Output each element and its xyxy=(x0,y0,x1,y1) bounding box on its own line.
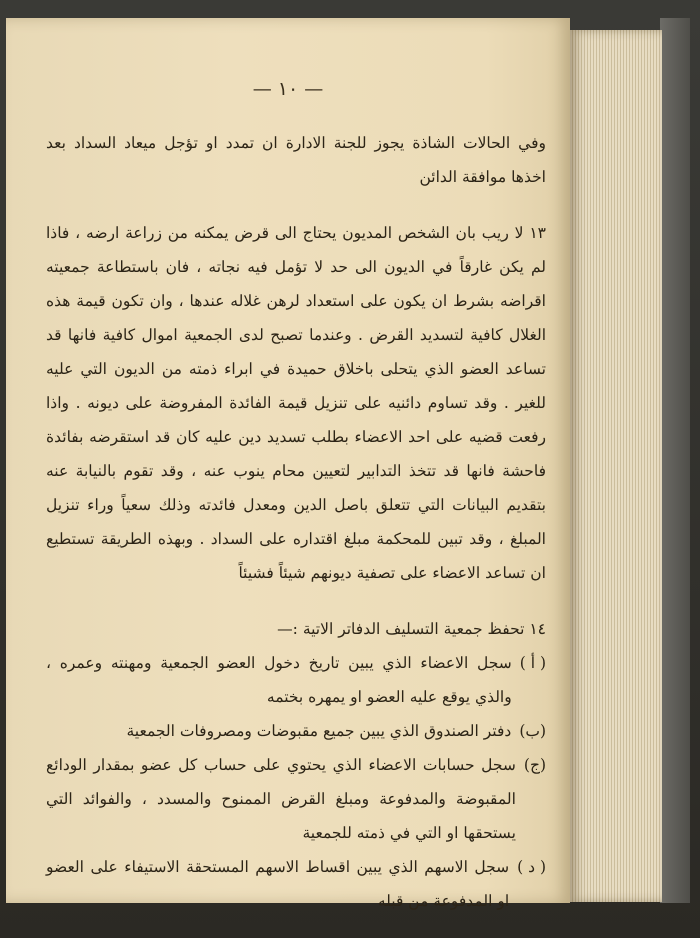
page-number: — ١٠ — xyxy=(252,78,324,100)
book-page xyxy=(6,18,570,910)
list-item-a xyxy=(46,646,546,714)
list-item-text: سجل الاعضاء الذي يبين تاريخ دخول العضو الجمعية ومهنته وعمره ، والذي يوقع عليه العضو او يمهره بختمه xyxy=(46,654,512,706)
list-item-text: سجل الاسهم الذي يبين اقساط الاسهم المستحقة الاستيفاء على العضو او المدفوعة من قبله xyxy=(46,858,510,910)
paragraph-13: ١٣ لا ريب بان الشخص المديون يحتاج الى قرض يمكنه من زراعة ارضه ، فاذا لم يكن غارقاً في الديون الى حد لا تؤمل فيه نجاته ، فان باستطاعة جمعيته اقراضه بشرط ان يكون على استعداد لرهن غلاله عندها ، وان تكون قيمة هذه الغلال كافية لتسديد القرض . وعندما تصبح لدى الجمعية اموال كافية فانها قد تساعد العضو الذي يتحلى باخلاق حميدة في ابراء ذمته من الديون التي عليه للغير . وقد تساوم دائنيه على تنزيل قيمة الفائدة المفروضة على ديونه . واذا رفعت قضيه على احد الاعضاء بطلب تسديد دين عليه كان قد استقرضه بفائدة فاحشة فانها قد تتخذ التدابير لتعيين محام ينوب عنه ، وقد تقوم بالنيابة عنه بتقديم البيانات التي تتعلق باصل الدين ومعدل فائدته وذلك سعياً وراء تنزيل المبلغ ، وقد تبين للمحكمة مبلغ اقتداره على السداد . وبهذه الطريقة تستطيع ان تساعد الاعضاء على تصفية ديونهم شيئاً فشيئاً xyxy=(46,224,546,582)
list-item-text: سجل حسابات الاعضاء الذي يحتوي على حساب كل عضو بمقدار الودائع المقبوضة والمدفوعة ومبلغ القرض الممنوح والمسدد ، والفوائد التي يستحقها او التي في ذمته للجمعية xyxy=(46,756,516,842)
list-item-label: (ب) xyxy=(519,722,546,740)
list-item-d xyxy=(46,850,546,918)
list-item-text: دفتر الصندوق الذي يبين جميع مقبوضات ومصروفات الجمعية xyxy=(126,722,512,740)
page-body xyxy=(46,126,546,918)
paragraph-14: ١٤ تحفظ جمعية التسليف الدفاتر الاتية :— xyxy=(277,620,546,638)
list-item-label: ( أ ) xyxy=(519,654,546,672)
page-stack-edge xyxy=(570,30,662,902)
list-item-c xyxy=(46,748,546,850)
book-board xyxy=(660,18,690,903)
list-item-label: (ج) xyxy=(523,756,546,774)
paragraph-deferral: وفي الحالات الشاذة يجوز للجنة الادارة ان تمدد او تؤجل ميعاد السداد بعد اخذها موافقة الدائن xyxy=(46,134,546,186)
list-item-label: ( د ) xyxy=(517,858,546,876)
list-item-b xyxy=(46,714,546,748)
